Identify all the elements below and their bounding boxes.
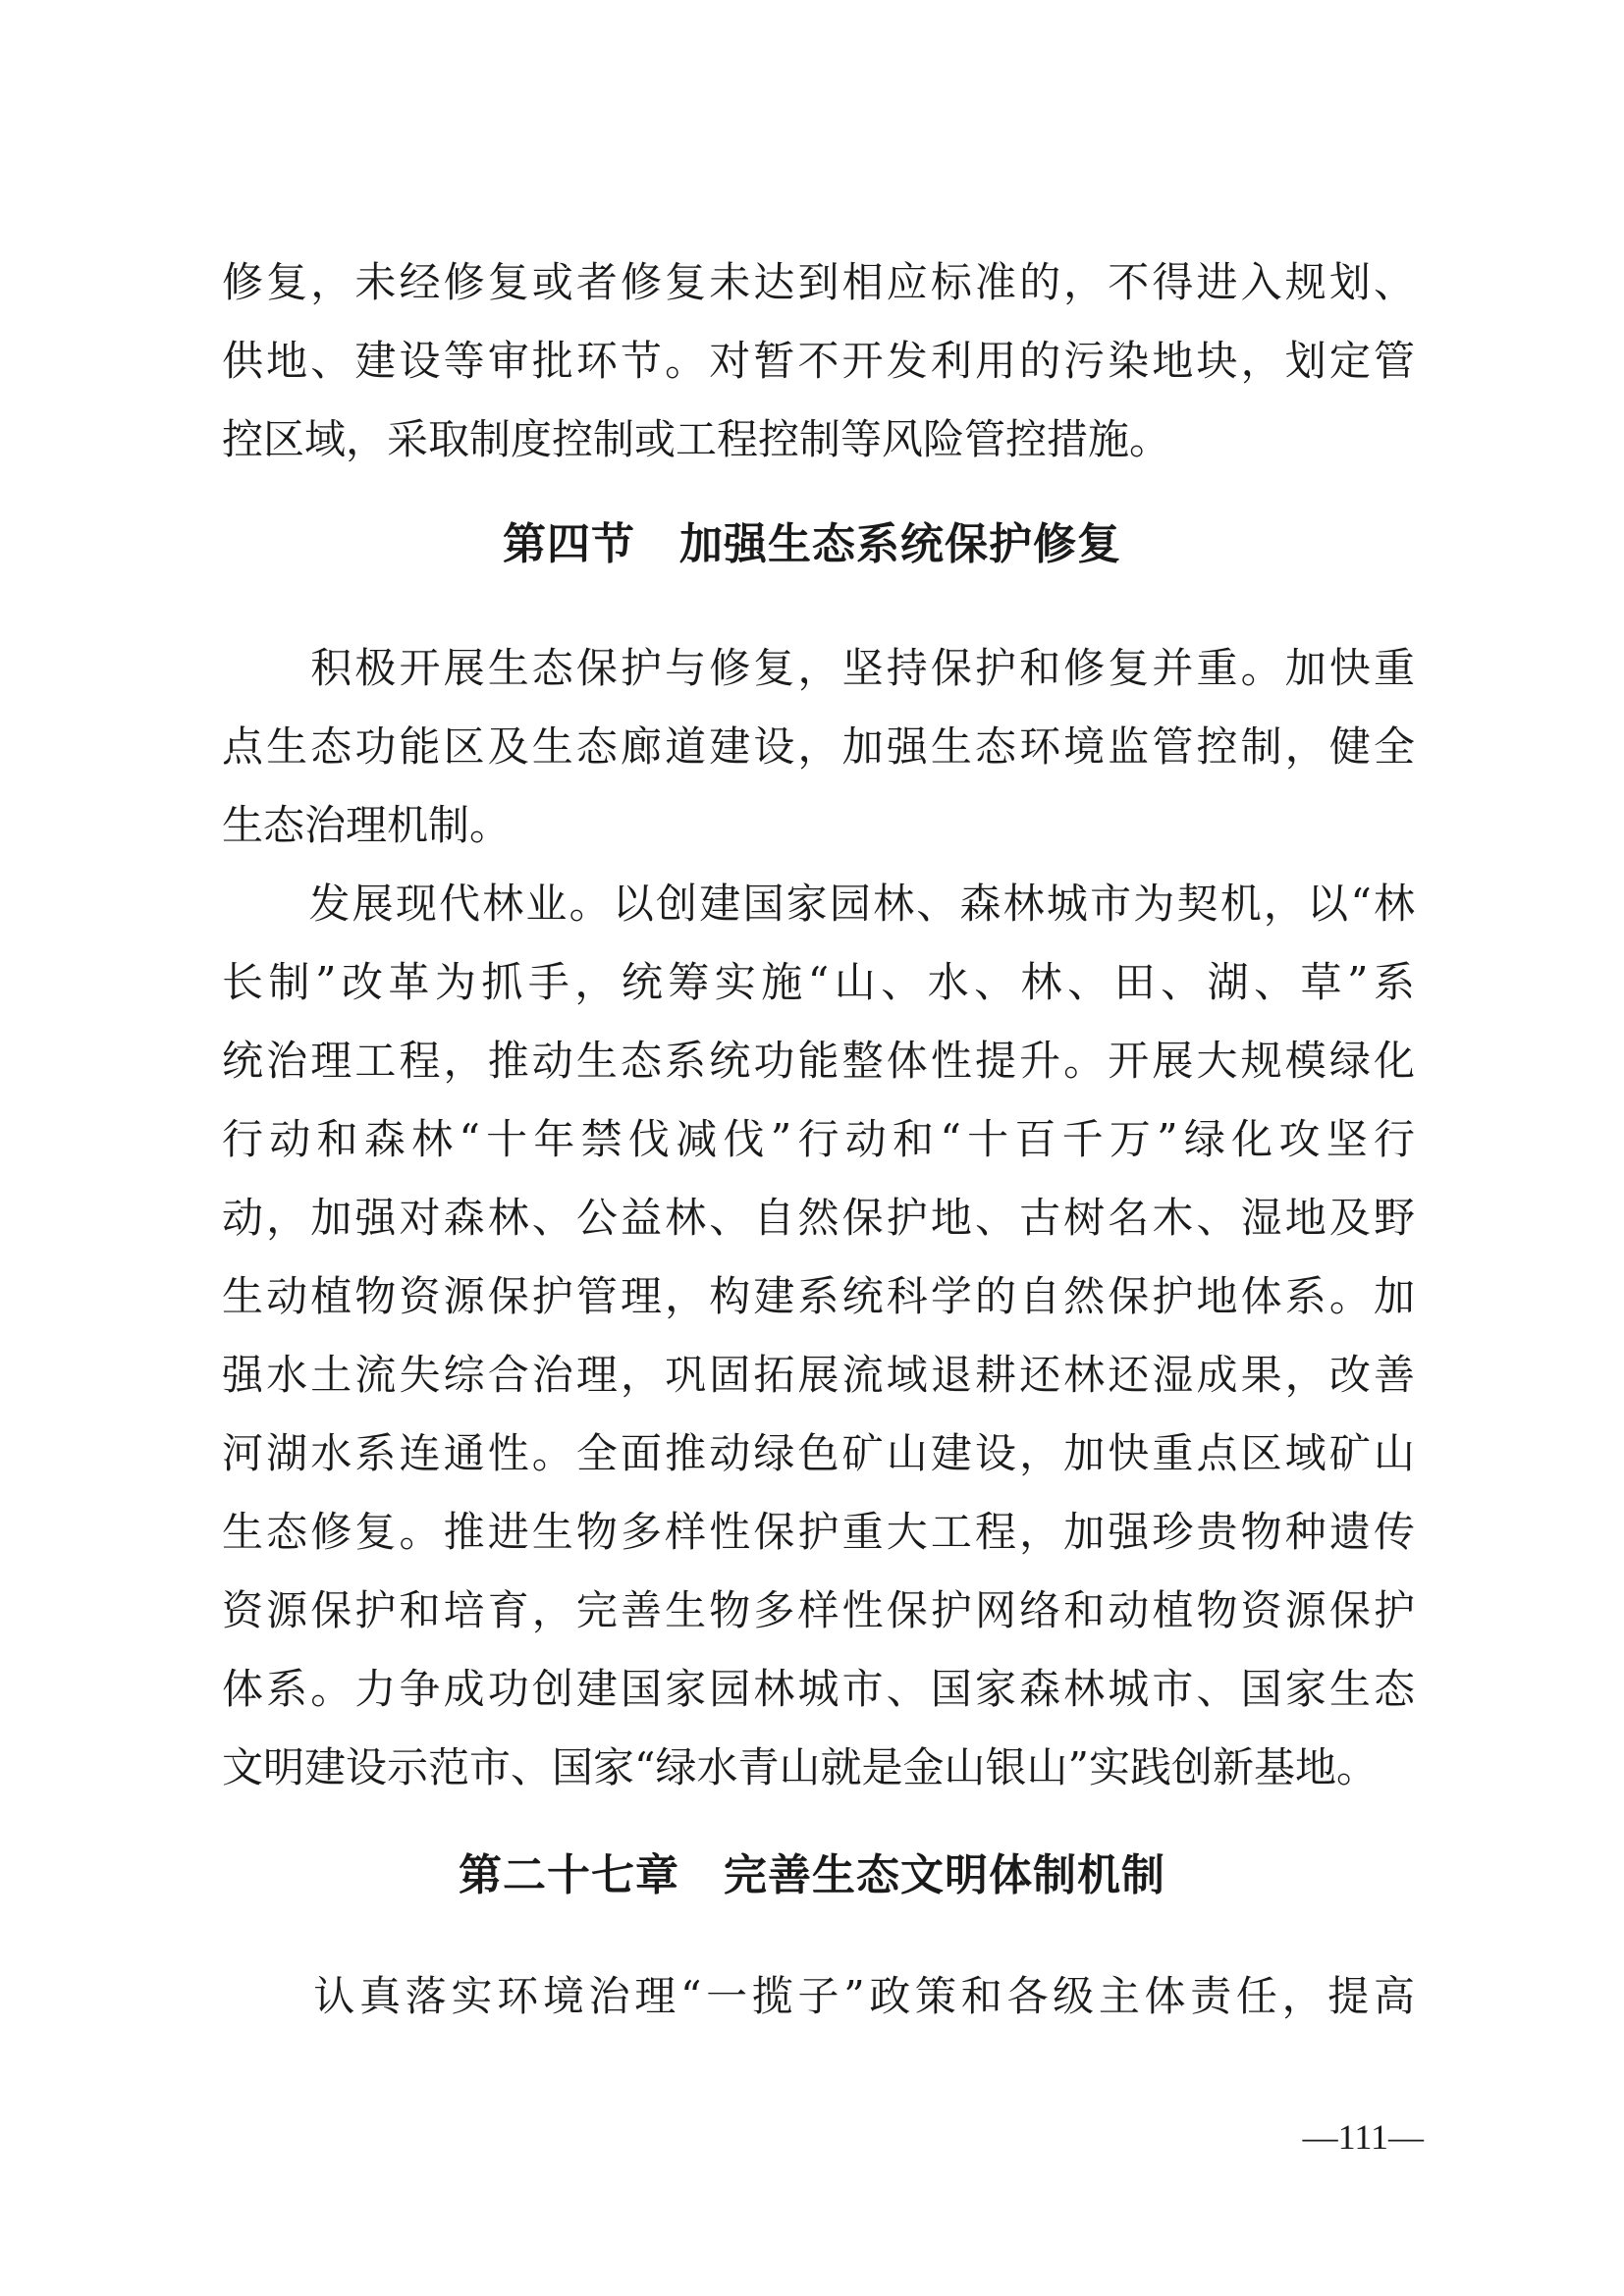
text-line: 生态治理机制。 (222, 801, 512, 849)
text-line: 动，加强对森林、公益林、自然保护地、古树名木、湿地及野 (222, 1194, 1415, 1242)
text-line: 修复，未经修复或者修复未达到相应标准的，不得进入规划、 (222, 258, 1415, 306)
text-line: 统治理工程，推动生态系统功能整体性提升。开展大规模绿化 (222, 1037, 1415, 1085)
text-line: 河湖水系连通性。全面推动绿色矿山建设，加快重点区域矿山 (222, 1429, 1415, 1477)
text-line: 强水土流失综合治理，巩固拓展流域退耕还林还湿成果，改善 (222, 1351, 1415, 1399)
text-line: 行动和森林“十年禁伐减伐”行动和“十百千万”绿化攻坚行 (222, 1115, 1415, 1163)
text-line: 发展现代林业。以创建国家园林、森林城市为契机，以“林 (222, 880, 1415, 928)
chapter-heading: 第二十七章 完善生态文明体制机制 (459, 1850, 1165, 1900)
text-line: 长制”改革为抓手，统筹实施“山、水、林、田、湖、草”系 (222, 958, 1415, 1006)
text-line: 积极开展生态保护与修复，坚持保护和修复并重。加快重 (222, 644, 1415, 692)
text-line: 生动植物资源保护管理，构建系统科学的自然保护地体系。加 (222, 1272, 1415, 1320)
text-line: 文明建设示范市、国家“绿水青山就是金山银山”实践创新基地。 (222, 1743, 1378, 1791)
text-line: 点生态功能区及生态廊道建设，加强生态环境监管控制，健全 (222, 722, 1415, 771)
text-line: 控区域，采取制度控制或工程控制等风险管控措施。 (222, 415, 1171, 463)
text-line: 供地、建设等审批环节。对暂不开发利用的污染地块，划定管 (222, 337, 1415, 385)
text-line: 认真落实环境治理“一揽子”政策和各级主体责任，提高 (222, 1972, 1415, 2020)
section-heading: 第四节 加强生态系统保护修复 (503, 519, 1121, 569)
text-line: 资源保护和培育，完善生物多样性保护网络和动植物资源保护 (222, 1586, 1415, 1634)
text-line: 体系。力争成功创建国家园林城市、国家森林城市、国家生态 (222, 1665, 1415, 1713)
text-line: 生态修复。推进生物多样性保护重大工程，加强珍贵物种遗传 (222, 1508, 1415, 1556)
page-number: —111— (1302, 2117, 1424, 2157)
